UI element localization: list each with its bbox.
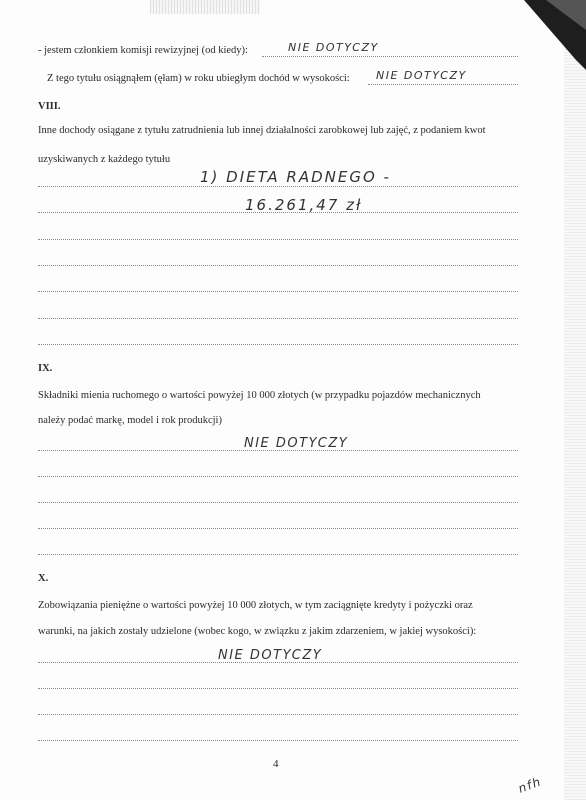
scan-artifact-right (564, 0, 586, 800)
section-x-text-1: Zobowiązania pieniężne o wartości powyżej 10 000 złotych, w tym zaciągnięte kredyty i pożyczki oraz (38, 600, 473, 611)
section-ix-line (38, 476, 518, 477)
audit-committee-answer: NIE DOTYCZY (288, 41, 379, 54)
section-ix-heading: IX. (38, 363, 53, 374)
initials-signature: nfh (516, 774, 544, 796)
section-ix-line (38, 450, 518, 451)
section-viii-line (38, 186, 518, 187)
section-viii-line (38, 212, 518, 213)
audit-committee-line (262, 56, 518, 57)
section-viii-line (38, 291, 518, 292)
income-label: Z tego tytułu osiągnąłem (ęłam) w roku ubiegłym dochód w wysokości: (47, 73, 350, 84)
section-ix-line (38, 554, 518, 555)
income-line (368, 84, 518, 85)
section-ix-answer: NIE DOTYCZY (244, 436, 349, 451)
section-ix-text-1: Składniki mienia ruchomego o wartości powyżej 10 000 złotych (w przypadku pojazdów mechanicznych (38, 390, 481, 401)
section-ix-text-2: należy podać markę, model i rok produkcji) (38, 415, 222, 426)
section-viii-line (38, 265, 518, 266)
audit-committee-label: - jestem członkiem komisji rewizyjnej (od kiedy): (38, 45, 248, 56)
section-ix-line (38, 502, 518, 503)
income-answer: NIE DOTYCZY (376, 69, 467, 82)
section-viii-heading: VIII. (38, 101, 61, 112)
section-viii-text-1: Inne dochody osiągane z tytułu zatrudnienia lub innej działalności zarobkowej lub zajęć, z podaniem kwot (38, 125, 486, 136)
scan-artifact-top (150, 0, 260, 14)
section-x-text-2: warunki, na jakich zostały udzielone (wobec kogo, w związku z jakim zdarzeniem, w jakiej wysokości): (38, 626, 477, 637)
folded-corner-shadow (476, 0, 586, 70)
section-x-answer: NIE DOTYCZY (218, 648, 323, 663)
section-x-line (38, 740, 518, 741)
section-x-line (38, 662, 518, 663)
section-ix-line (38, 528, 518, 529)
section-viii-line (38, 344, 518, 345)
section-x-line (38, 714, 518, 715)
section-viii-text-2: uzyskiwanych z każdego tytułu (38, 154, 171, 165)
section-x-line (38, 688, 518, 689)
page-number: 4 (273, 758, 279, 770)
section-viii-answer-1: 1) DIETA RADNEGO - (200, 168, 391, 186)
section-viii-line (38, 239, 518, 240)
section-viii-answer-2: 16.261,47 zł (245, 196, 363, 214)
section-viii-line (38, 318, 518, 319)
section-x-heading: X. (38, 573, 49, 584)
